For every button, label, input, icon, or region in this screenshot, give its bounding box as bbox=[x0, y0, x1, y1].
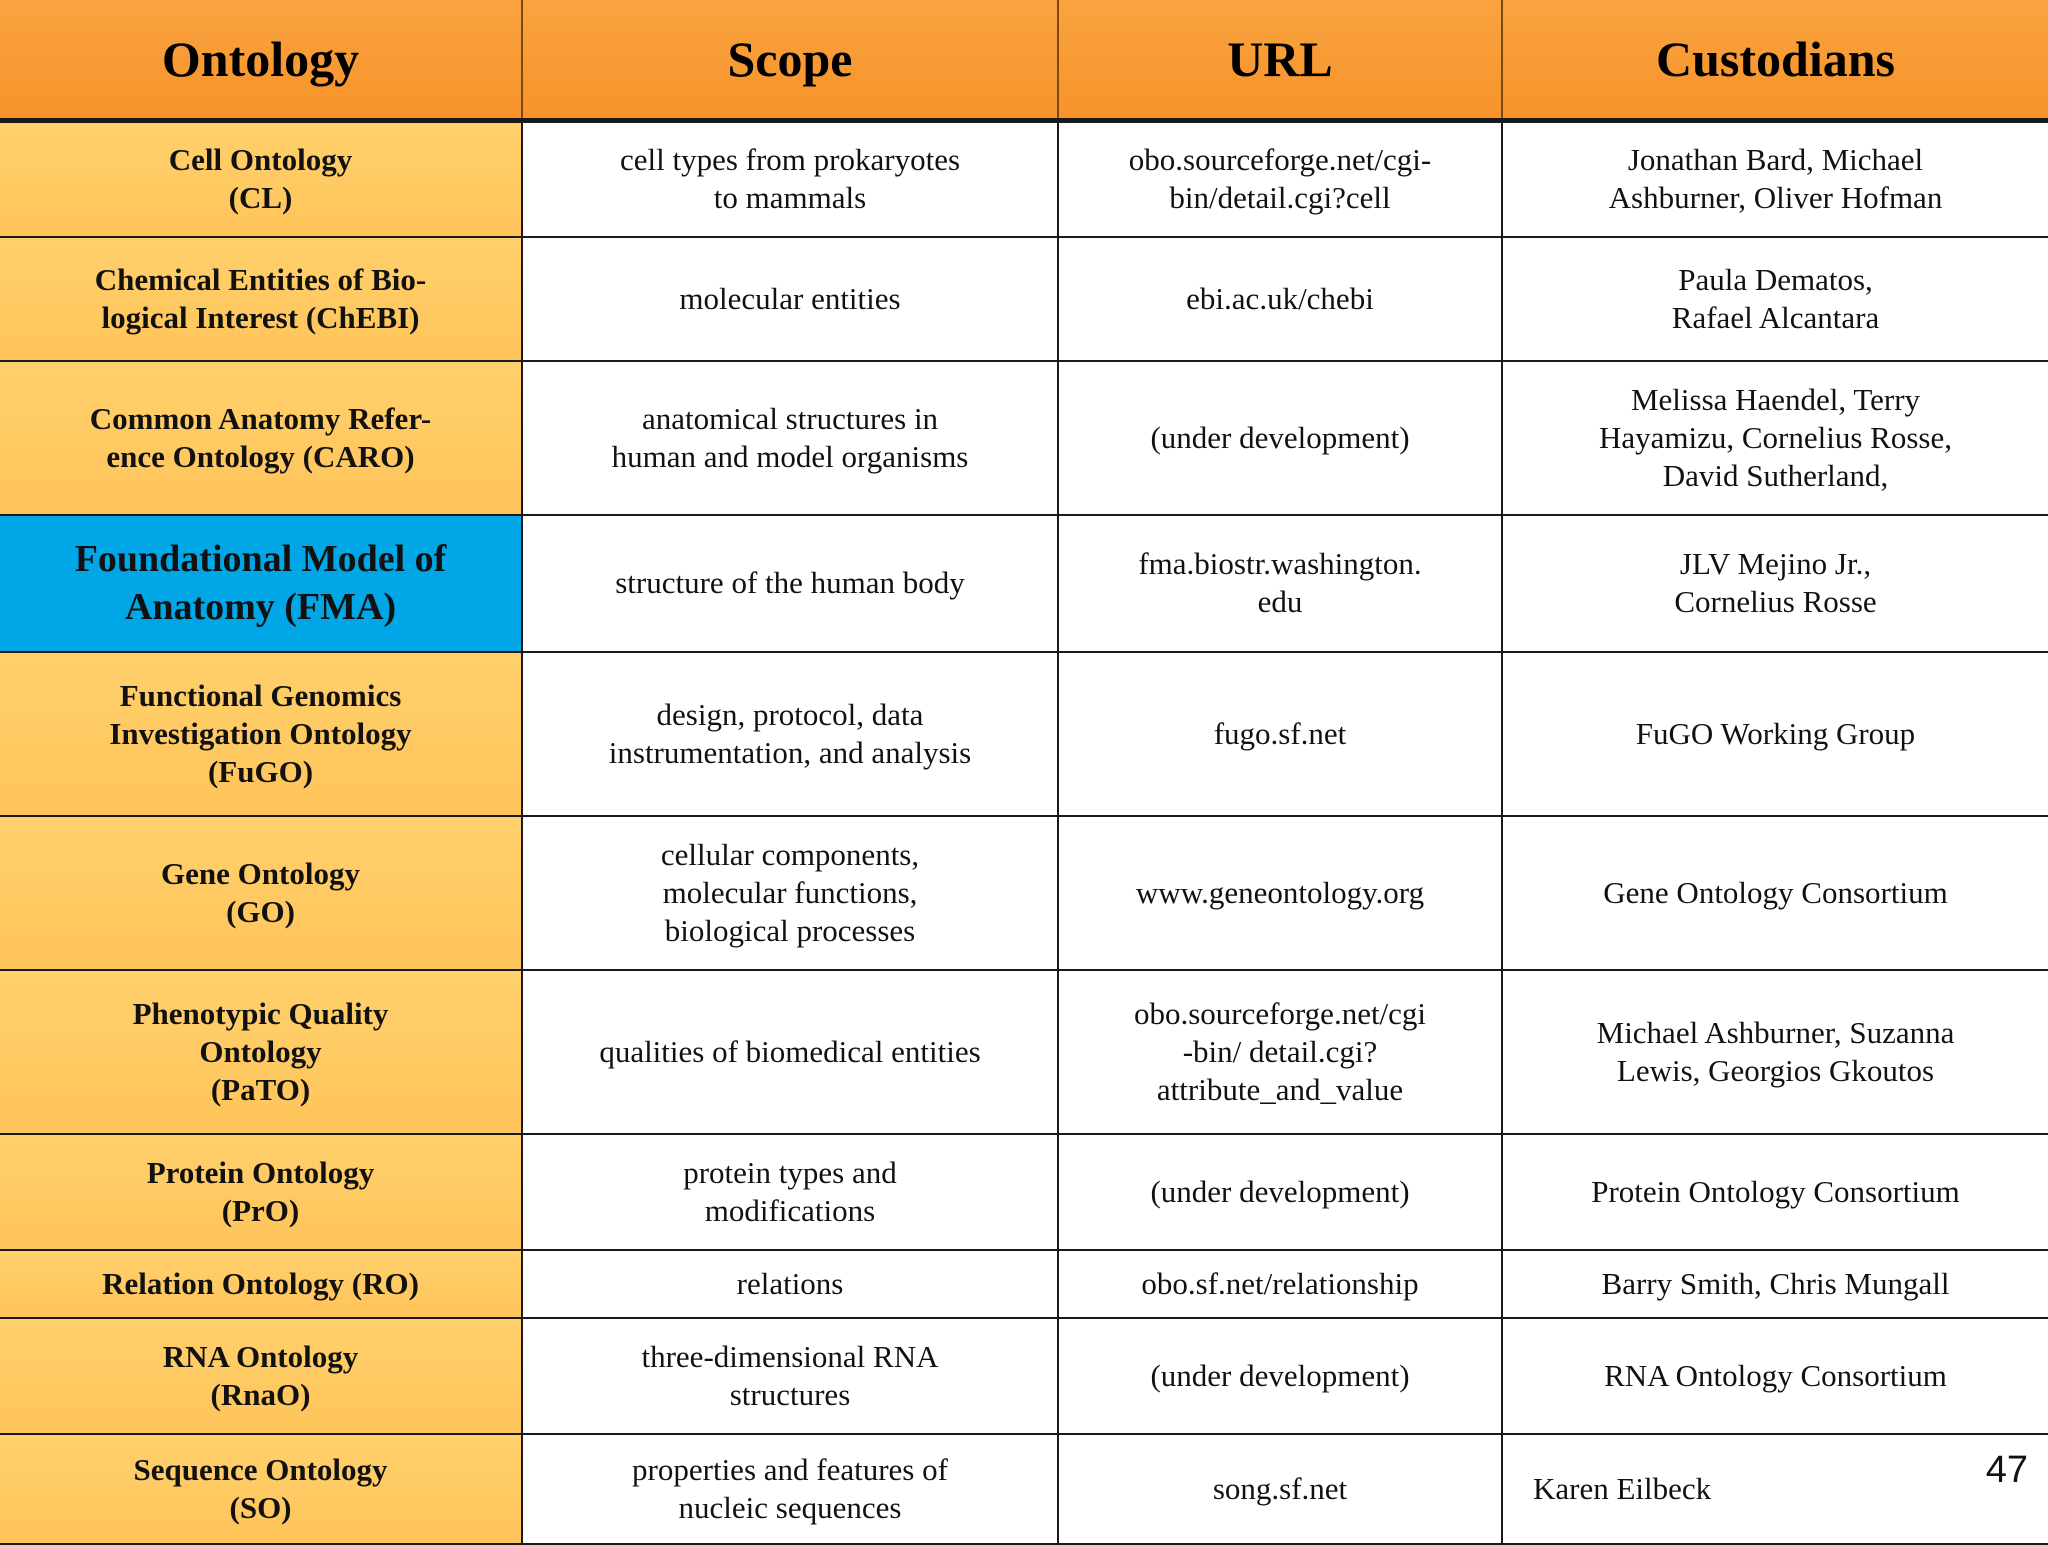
url-cell: ebi.ac.uk/chebi bbox=[1058, 237, 1502, 361]
header-row bbox=[0, 0, 2048, 121]
table-row bbox=[0, 515, 2048, 652]
table-row bbox=[0, 1318, 2048, 1434]
custodians-cell: RNA Ontology Consortium bbox=[1502, 1318, 2048, 1434]
scope-cell: qualities of biomedical entities bbox=[522, 970, 1058, 1134]
custodians-cell: FuGO Working Group bbox=[1502, 652, 2048, 816]
custodians-cell: Paula Dematos, Rafael Alcantara bbox=[1502, 237, 2048, 361]
url-cell: (under development) bbox=[1058, 361, 1502, 515]
ontology-name-cell: Phenotypic Quality Ontology (PaTO) bbox=[0, 970, 522, 1134]
table-body bbox=[0, 121, 2048, 1544]
page-number: 47 bbox=[1985, 1449, 2028, 1491]
table-row bbox=[0, 1250, 2048, 1318]
table-row bbox=[0, 652, 2048, 816]
header-scope: Scope bbox=[522, 0, 1058, 121]
url-cell: obo.sourceforge.net/cgi -bin/ detail.cgi? attribute_and_value bbox=[1058, 970, 1502, 1134]
scope-cell: anatomical structures in human and model organisms bbox=[522, 361, 1058, 515]
header-ontology: Ontology bbox=[0, 0, 522, 121]
custodians-cell: Protein Ontology Consortium bbox=[1502, 1134, 2048, 1250]
scope-cell: relations bbox=[522, 1250, 1058, 1318]
custodians-cell: JLV Mejino Jr., Cornelius Rosse bbox=[1502, 515, 2048, 652]
scope-cell: molecular entities bbox=[522, 237, 1058, 361]
ontology-name-cell: Common Anatomy Refer- ence Ontology (CARO) bbox=[0, 361, 522, 515]
url-cell: (under development) bbox=[1058, 1318, 1502, 1434]
ontology-name-cell: Chemical Entities of Bio- logical Interest (ChEBI) bbox=[0, 237, 522, 361]
header-custodians: Custodians bbox=[1502, 0, 2048, 121]
url-cell: fma.biostr.washington. edu bbox=[1058, 515, 1502, 652]
scope-cell: cellular components, molecular functions, biological processes bbox=[522, 816, 1058, 970]
scope-cell: design, protocol, data instrumentation, and analysis bbox=[522, 652, 1058, 816]
table-row bbox=[0, 1134, 2048, 1250]
ontology-name-cell: Foundational Model of Anatomy (FMA) bbox=[0, 515, 522, 652]
table-row bbox=[0, 970, 2048, 1134]
scope-cell: protein types and modifications bbox=[522, 1134, 1058, 1250]
scope-cell: cell types from prokaryotes to mammals bbox=[522, 121, 1058, 237]
ontology-name-cell: Functional Genomics Investigation Ontology (FuGO) bbox=[0, 652, 522, 816]
scope-cell: properties and features of nucleic sequences bbox=[522, 1434, 1058, 1544]
url-cell: song.sf.net bbox=[1058, 1434, 1502, 1544]
table-row bbox=[0, 237, 2048, 361]
table-row bbox=[0, 1434, 2048, 1544]
url-cell: (under development) bbox=[1058, 1134, 1502, 1250]
table-row bbox=[0, 816, 2048, 970]
custodians-cell: Jonathan Bard, Michael Ashburner, Oliver Hofman bbox=[1502, 121, 2048, 237]
custodians-cell: Melissa Haendel, Terry Hayamizu, Cornelius Rosse, David Sutherland, bbox=[1502, 361, 2048, 515]
custodians-cell: Barry Smith, Chris Mungall bbox=[1502, 1250, 2048, 1318]
header-url: URL bbox=[1058, 0, 1502, 121]
ontology-name-cell: Sequence Ontology (SO) bbox=[0, 1434, 522, 1544]
table-row bbox=[0, 361, 2048, 515]
custodians-cell: Michael Ashburner, Suzanna Lewis, Georgios Gkoutos bbox=[1502, 970, 2048, 1134]
ontology-name-cell: Gene Ontology (GO) bbox=[0, 816, 522, 970]
custodians-cell: Gene Ontology Consortium bbox=[1502, 816, 2048, 970]
ontology-name-cell: RNA Ontology (RnaO) bbox=[0, 1318, 522, 1434]
custodians-cell: Karen Eilbeck bbox=[1502, 1434, 2048, 1544]
ontology-name-cell: Protein Ontology (PrO) bbox=[0, 1134, 522, 1250]
url-cell: www.geneontology.org bbox=[1058, 816, 1502, 970]
table-row bbox=[0, 121, 2048, 237]
scope-cell: structure of the human body bbox=[522, 515, 1058, 652]
url-cell: obo.sf.net/relationship bbox=[1058, 1250, 1502, 1318]
ontology-name-cell: Cell Ontology (CL) bbox=[0, 121, 522, 237]
scope-cell: three-dimensional RNA structures bbox=[522, 1318, 1058, 1434]
url-cell: obo.sourceforge.net/cgi- bin/detail.cgi?cell bbox=[1058, 121, 1502, 237]
ontology-name-cell: Relation Ontology (RO) bbox=[0, 1250, 522, 1318]
url-cell: fugo.sf.net bbox=[1058, 652, 1502, 816]
